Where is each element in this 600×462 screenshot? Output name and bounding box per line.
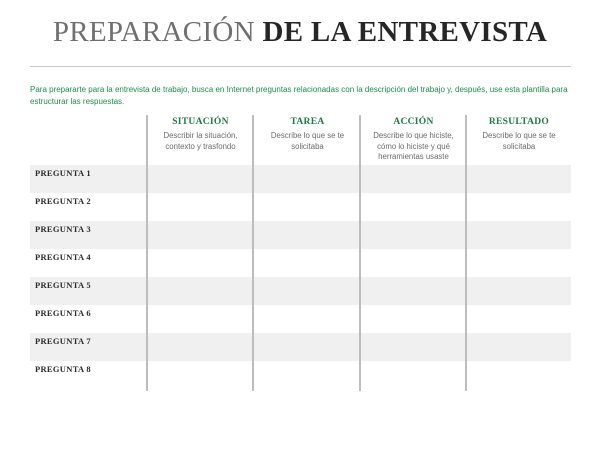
- column-header-resultado: [467, 115, 571, 152]
- column-divider: [465, 115, 467, 391]
- title-bold: DE LA ENTREVISTA: [262, 16, 548, 48]
- column-description: Describir la situación, contexto y trasfondo: [163, 131, 238, 151]
- row-label: PREGUNTA 6: [35, 308, 91, 318]
- table-row[interactable]: [30, 165, 571, 193]
- page-title: [0, 16, 600, 49]
- column-description: Describe lo que se te solicitaba: [270, 131, 345, 151]
- column-title: RESULTADO: [488, 117, 550, 127]
- row-label: PREGUNTA 8: [35, 364, 91, 374]
- column-title: TAREA: [290, 117, 325, 127]
- column-divider: [146, 115, 148, 391]
- table-row[interactable]: [30, 277, 571, 305]
- column-divider: [359, 115, 361, 391]
- row-label: PREGUNTA 1: [35, 168, 91, 178]
- column-description: Describe lo que se te solicitaba: [482, 131, 556, 151]
- column-title: ACCIÓN: [393, 117, 434, 127]
- table-row[interactable]: [30, 249, 571, 277]
- column-header-situacion: [148, 115, 253, 152]
- column-title: SITUACIÓN: [172, 117, 229, 127]
- row-label: PREGUNTA 4: [35, 252, 91, 262]
- column-description: Describe lo que hiciste, cómo lo hiciste y qué herramientas usaste: [373, 131, 454, 161]
- row-label: PREGUNTA 7: [35, 336, 91, 346]
- column-header-accion: [361, 115, 466, 163]
- column-divider: [252, 115, 254, 391]
- table-row[interactable]: [30, 361, 571, 389]
- table-row[interactable]: [30, 333, 571, 361]
- table-row[interactable]: [30, 193, 571, 221]
- row-label: PREGUNTA 3: [35, 224, 91, 234]
- column-header-tarea: [255, 115, 360, 152]
- table-row[interactable]: [30, 221, 571, 249]
- title-divider: [30, 66, 571, 67]
- table-row[interactable]: [30, 305, 571, 333]
- row-label: PREGUNTA 5: [35, 280, 91, 290]
- row-label: PREGUNTA 2: [35, 196, 91, 206]
- intro-text: Para prepararte para la entrevista de trabajo, busca en Internet preguntas relacionadas con la descripción del trabajo y, después, use esta plantilla para estructurar las respuestas.: [30, 85, 568, 106]
- title-light: PREPARACIÓN: [52, 16, 255, 48]
